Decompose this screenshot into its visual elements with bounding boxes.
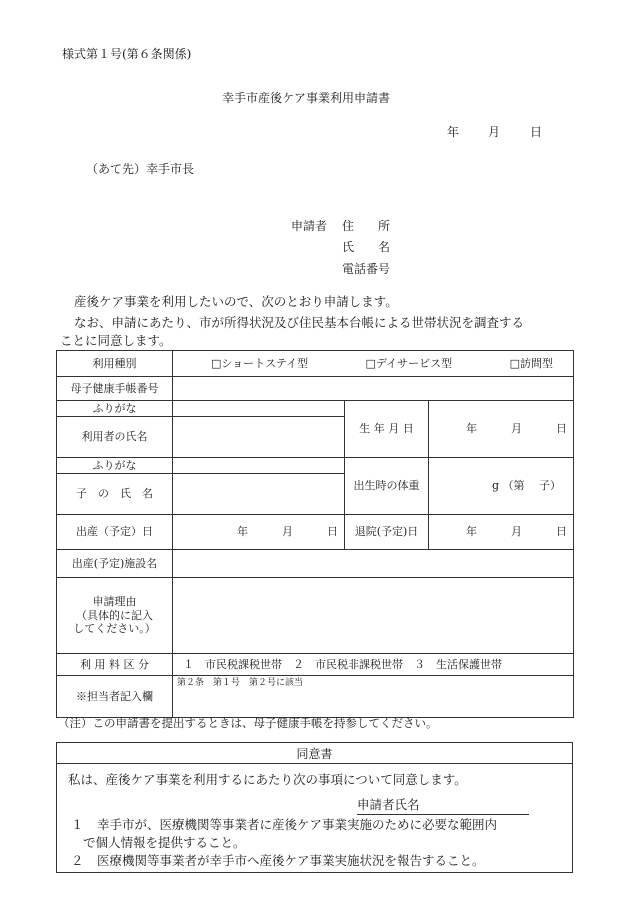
usage-type-label: 利用種別 xyxy=(57,351,173,377)
facility-field[interactable] xyxy=(173,550,574,578)
staff-entry-label: ※担当者記入欄 xyxy=(57,676,173,718)
child-name-field[interactable] xyxy=(173,474,345,515)
reason-field[interactable] xyxy=(173,578,574,654)
due-date-label: 出産（予定）日 xyxy=(57,515,173,550)
reason-label xyxy=(57,578,173,654)
reason-label-line-3: してください。） xyxy=(73,622,156,636)
note: （注）この申請書を提出するときは、母子健康手帳を持参してください。 xyxy=(58,716,438,730)
application-table xyxy=(56,350,574,718)
option-day-service[interactable]: □デイサービス型 xyxy=(365,356,453,370)
user-name-label: 利用者の氏名 xyxy=(57,417,173,458)
option-short-stay[interactable]: □ショートステイ型 xyxy=(211,356,309,370)
reason-label-line-1: 申請理由 xyxy=(92,594,137,608)
date-year-label: 年 xyxy=(447,125,460,139)
reason-label-line-2: （具体的に記入 xyxy=(76,608,153,622)
birth-weight-label: 出生時の体重 xyxy=(345,458,429,515)
birthdate-month: 月 xyxy=(511,422,523,436)
applicant-phone-label: 電話番号 xyxy=(342,262,391,276)
applicant-label: 申請者 xyxy=(291,219,328,233)
option-visit[interactable]: □訪問型 xyxy=(509,356,554,370)
handbook-number-label: 母子健康手帳番号 xyxy=(57,377,173,401)
fee-category-label: 利 用 料 区 分 xyxy=(57,654,173,676)
addressee: （あて先）幸手市長 xyxy=(86,162,195,176)
discharge-date-field[interactable] xyxy=(429,515,574,550)
birthdate-year: 年 xyxy=(466,422,478,436)
user-furigana-label: ふりがな xyxy=(57,401,173,417)
birthdate-label: 生 年 月 日 xyxy=(345,401,429,458)
consent-item-2: 医療機関等事業者が幸手市へ産後ケア事業実施状況を報告すること。 xyxy=(97,853,485,868)
applicant-name-label: 氏 名 xyxy=(342,240,391,254)
applicant-address-label: 住 所 xyxy=(342,219,391,233)
discharge-date-label: 退院(予定)日 xyxy=(345,515,429,550)
facility-label: 出産(予定)施設名 xyxy=(57,550,173,578)
consent-statement: 私は、産後ケア事業を利用するにあたり次の事項について同意します。 xyxy=(68,772,467,787)
consent-item-1-line-2: で個人情報を提供すること。 xyxy=(83,835,246,850)
consent-box xyxy=(56,742,573,873)
date-month-label: 月 xyxy=(488,125,501,139)
consent-signature-line[interactable] xyxy=(357,814,529,815)
due-date-month: 月 xyxy=(282,525,293,539)
intro-line-2: なお、申請にあたり、市が所得状況及び住民基本台帳による世帯状況を調査する xyxy=(74,315,525,330)
consent-title: 同意書 xyxy=(296,747,333,761)
consent-item-1-line-1: 幸手市が、医療機関等事業者に産後ケア事業実施のために必要な範囲内 xyxy=(97,817,498,832)
discharge-month: 月 xyxy=(511,525,523,539)
intro-line-3: ことに同意します。 xyxy=(60,333,172,348)
user-name-field[interactable] xyxy=(173,417,345,458)
child-name-label: 子 の 氏 名 xyxy=(57,474,173,515)
birthdate-day: 日 xyxy=(556,422,568,436)
child-furigana-field[interactable] xyxy=(173,458,345,474)
discharge-year: 年 xyxy=(466,525,478,539)
consent-item-1-number: １ xyxy=(71,817,84,832)
usage-type-options[interactable] xyxy=(173,351,574,377)
discharge-day: 日 xyxy=(556,525,568,539)
intro-line-1: 産後ケア事業を利用したいので、次のとおり申請します。 xyxy=(74,294,398,309)
date-day-label: 日 xyxy=(530,125,543,139)
consent-signature-label: 申請者氏名 xyxy=(357,797,420,812)
form-title: 幸手市産後ケア事業利用申請書 xyxy=(222,91,391,105)
due-date-year: 年 xyxy=(237,525,248,539)
staff-entry-field[interactable]: 第２条 第１号 第２号に該当 xyxy=(173,676,574,718)
consent-item-2-number: ２ xyxy=(71,853,84,868)
birth-weight-field[interactable]: g （第 子） xyxy=(429,458,574,515)
due-date-day: 日 xyxy=(327,525,338,539)
birthdate-field[interactable] xyxy=(429,401,574,458)
user-furigana-field[interactable] xyxy=(173,401,345,417)
handbook-number-field[interactable] xyxy=(173,377,574,401)
due-date-field[interactable] xyxy=(173,515,345,550)
fee-category-options[interactable]: １ 市民税課税世帯 ２ 市民税非課税世帯 ３ 生活保護世帯 xyxy=(173,654,574,676)
form-number: 様式第１号(第６条関係) xyxy=(62,47,192,61)
child-furigana-label: ふりがな xyxy=(57,458,173,474)
